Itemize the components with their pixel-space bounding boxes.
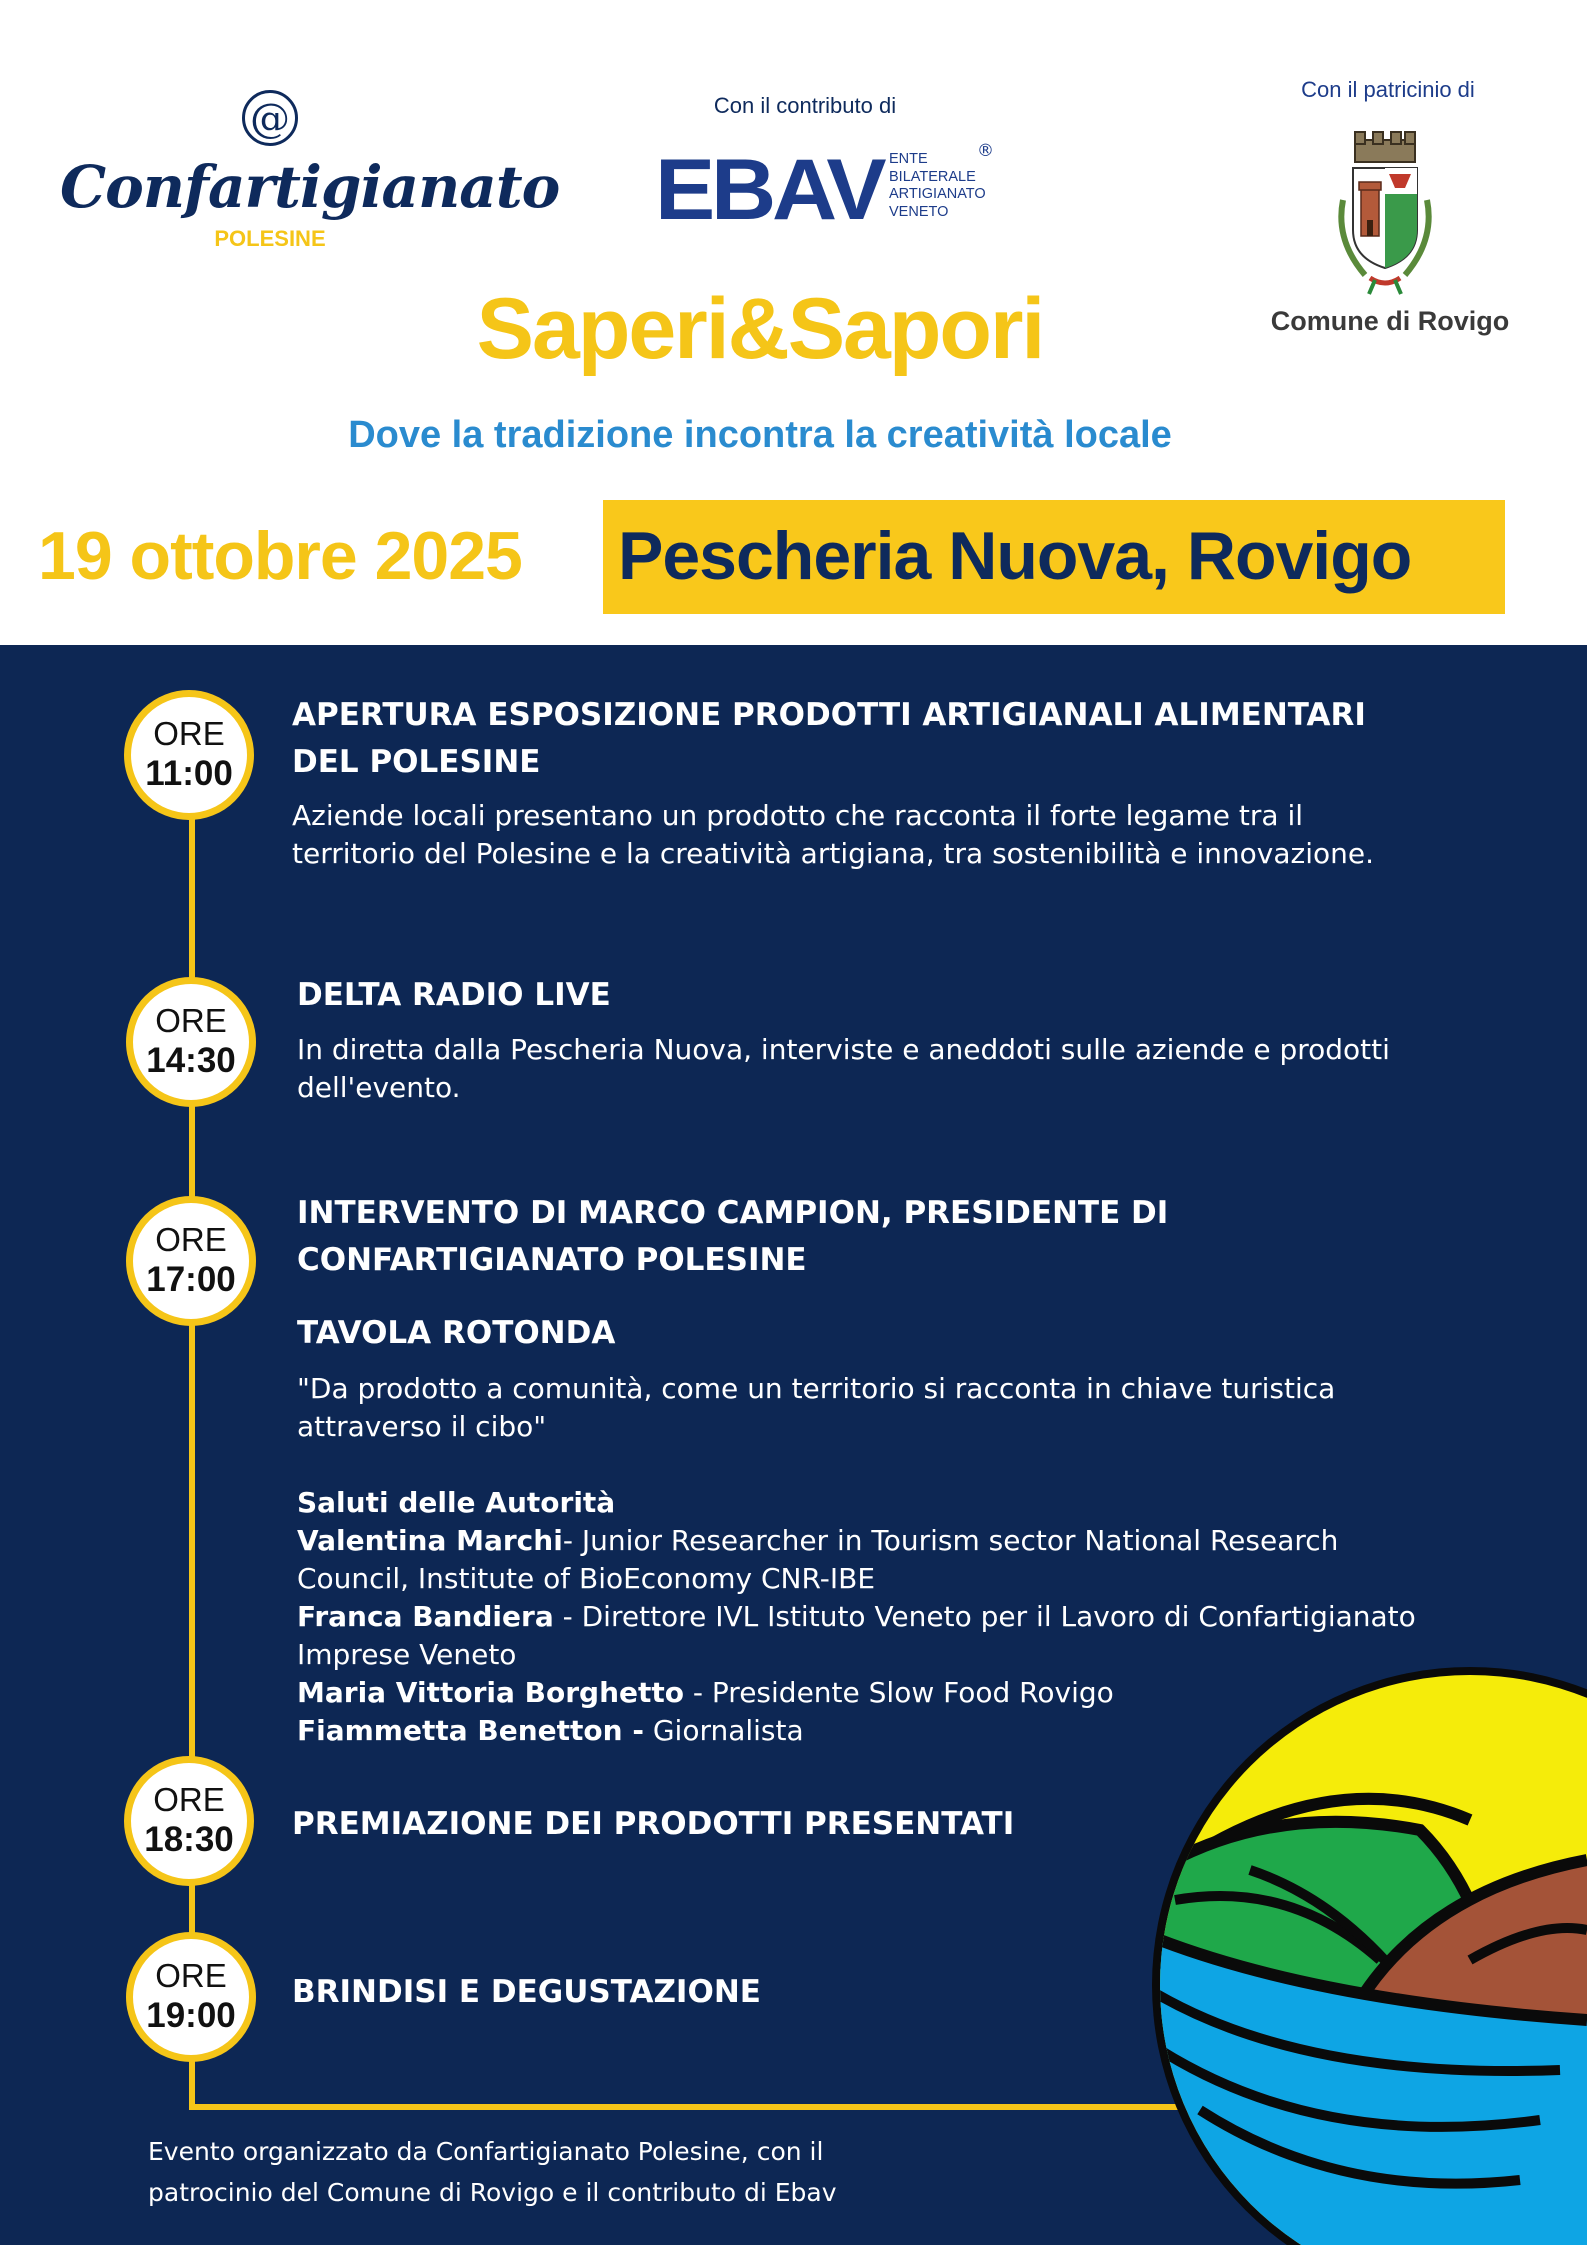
time-badge bbox=[126, 1196, 256, 1326]
rovigo-crest-icon bbox=[1325, 130, 1445, 295]
landscape-emblem-icon bbox=[1135, 1620, 1587, 2245]
ebav-logo bbox=[655, 141, 1015, 238]
program-description: Aziende locali presentano un prodotto che racconta il forte legame tra il territorio del Polesine e la creatività artigiana, tra sostenibilità e innovazione. bbox=[292, 799, 1374, 870]
time-badge-ore: ORE bbox=[155, 1221, 227, 1258]
event-title: Saperi&Sapori bbox=[476, 281, 1044, 377]
speaker-name: Maria Vittoria Borghetto bbox=[297, 1676, 684, 1709]
contribution-label: Con il contributo di bbox=[713, 93, 897, 118]
event-subtitle: Dove la tradizione incontra la creatività locale bbox=[348, 414, 1172, 456]
footer-note bbox=[148, 2131, 1028, 2213]
time-badge bbox=[126, 977, 256, 1107]
time-badge-hour: 19:00 bbox=[146, 1996, 236, 2035]
comune-name: Comune di Rovigo bbox=[1270, 306, 1510, 336]
footer-line: Evento organizzato da Confartigianato Polesine, con il bbox=[148, 2137, 824, 2166]
program-heading: PREMIAZIONE DEI PRODOTTI PRESENTATI bbox=[292, 1806, 1015, 1842]
speaker-separator: - bbox=[684, 1676, 712, 1709]
speaker-role: Presidente Slow Food Rovigo bbox=[711, 1676, 1114, 1709]
program-subheading: TAVOLA ROTONDA bbox=[297, 1315, 616, 1351]
registered-mark: ® bbox=[977, 141, 994, 161]
time-badge-ore: ORE bbox=[153, 715, 225, 752]
time-badge bbox=[124, 1756, 254, 1886]
round-table-quote: "Da prodotto a comunità, come un territorio si racconta in chiave turistica attraverso il cibo" bbox=[297, 1372, 1336, 1443]
timeline-baseline bbox=[189, 2104, 1189, 2110]
confartigianato-sub-label: POLESINE bbox=[214, 226, 326, 251]
time-badge-hour: 14:30 bbox=[146, 1041, 236, 1080]
speaker-separator: - bbox=[562, 1524, 582, 1557]
confartigianato-wordmark: Confartigianato bbox=[60, 153, 560, 221]
speaker-role: Giornalista bbox=[652, 1714, 804, 1747]
footer-line: patrocinio del Comune di Rovigo e il contributo di Ebav bbox=[148, 2178, 837, 2207]
ebav-line: VENETO bbox=[889, 203, 949, 220]
patronage-label: Con il patricinio di bbox=[1301, 77, 1475, 102]
time-badge-ore: ORE bbox=[155, 1957, 227, 1994]
event-venue: Pescheria Nuova, Rovigo bbox=[618, 518, 1412, 594]
speaker-name: Fiammetta Benetton - bbox=[297, 1714, 644, 1747]
ebav-line: ENTE bbox=[889, 151, 928, 167]
ebav-line: ARTIGIANATO bbox=[889, 186, 986, 202]
time-badge bbox=[126, 1932, 256, 2062]
program-heading: APERTURA ESPOSIZIONE PRODOTTI ARTIGIANALI ALIMENTARI DEL POLESINE bbox=[292, 697, 1366, 780]
ebav-description bbox=[889, 151, 986, 221]
speaker-name: Franca Bandiera bbox=[297, 1600, 554, 1633]
time-badge-hour: 11:00 bbox=[145, 754, 233, 793]
greetings-label: Saluti delle Autorità bbox=[297, 1486, 616, 1519]
program-heading: BRINDISI E DEGUSTAZIONE bbox=[292, 1974, 761, 2010]
at-sign-icon: @ bbox=[242, 90, 298, 146]
program-description: In diretta dalla Pescheria Nuova, interviste e aneddoti sulle aziende e prodotti dell'evento. bbox=[297, 1033, 1390, 1104]
speaker-separator: - bbox=[553, 1600, 582, 1633]
speaker-separator bbox=[644, 1714, 653, 1747]
time-badge-hour: 18:30 bbox=[144, 1820, 234, 1859]
time-badge-ore: ORE bbox=[155, 1002, 227, 1039]
time-badge-ore: ORE bbox=[153, 1781, 225, 1818]
program-heading: DELTA RADIO LIVE bbox=[297, 977, 611, 1013]
speaker-entry bbox=[297, 1522, 1457, 1598]
time-badge-hour: 17:00 bbox=[146, 1260, 236, 1299]
speaker-name: Valentina Marchi bbox=[297, 1524, 563, 1557]
ebav-mark: EBAV bbox=[655, 142, 883, 238]
ebav-line: BILATERALE bbox=[889, 168, 976, 185]
confartigianato-logo bbox=[60, 90, 560, 270]
event-date: 19 ottobre 2025 bbox=[38, 518, 522, 594]
speaker-role: Direttore IVL Istituto Veneto per il Lavoro di Confartigianato Imprese Veneto bbox=[297, 1600, 1416, 1671]
speaker-role: Junior Researcher in Tourism sector National Research Council, Institute of BioEconomy CNR-IBE bbox=[297, 1524, 1339, 1595]
time-badge bbox=[124, 690, 254, 820]
program-heading: INTERVENTO DI MARCO CAMPION, PRESIDENTE DI CONFARTIGIANATO POLESINE bbox=[297, 1195, 1169, 1278]
